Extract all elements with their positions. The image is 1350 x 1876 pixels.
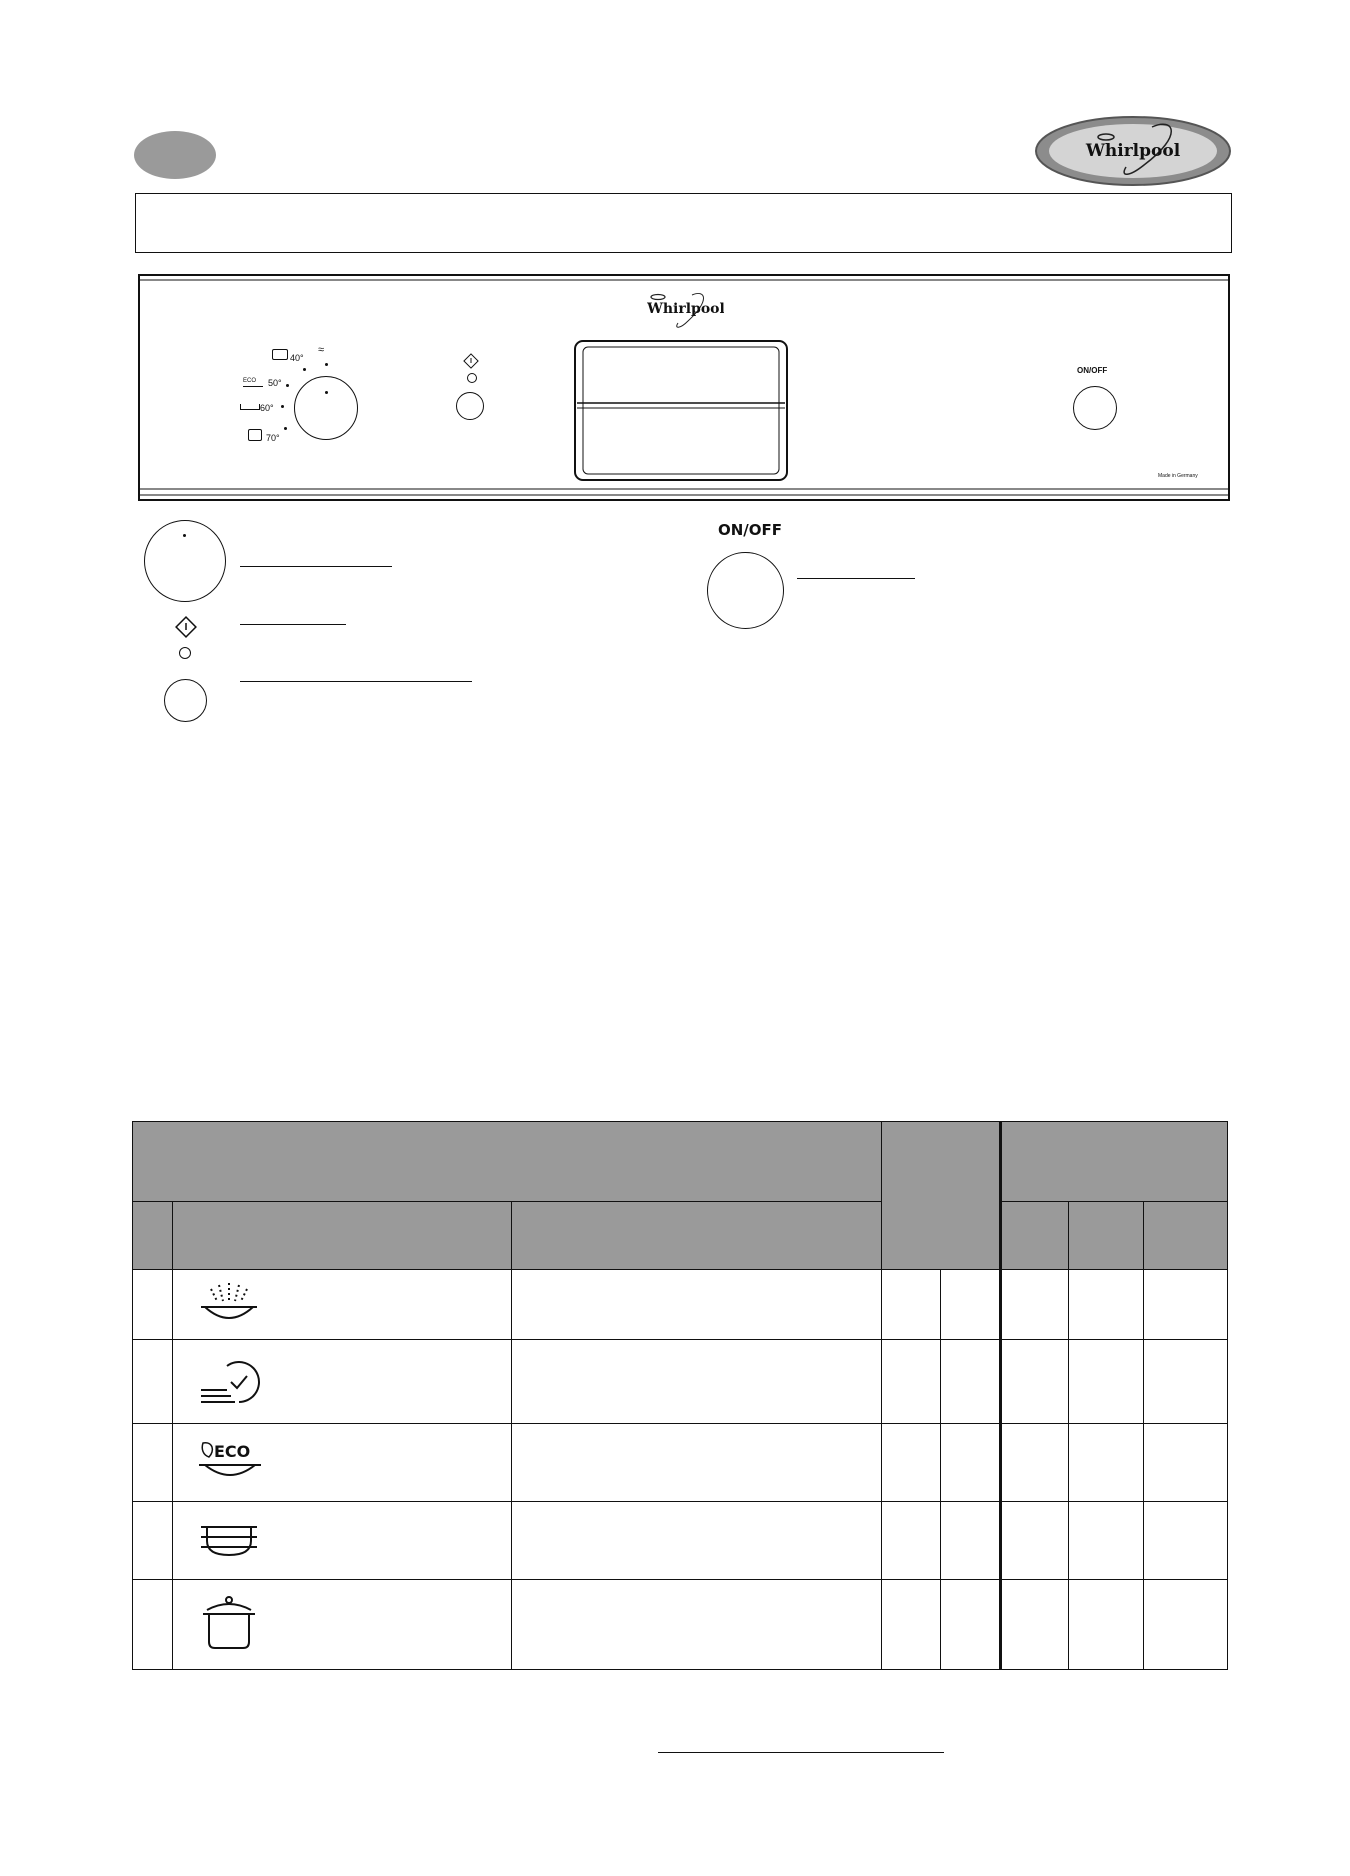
quick-wash-icon bbox=[173, 1340, 512, 1424]
table-subheader-no bbox=[133, 1202, 173, 1270]
dial-dot bbox=[303, 368, 306, 371]
leader-line-start bbox=[240, 624, 346, 625]
svg-text:ECO: ECO bbox=[214, 1442, 251, 1461]
table-header-consumption bbox=[1001, 1122, 1228, 1202]
table-subheader-col3 bbox=[1144, 1202, 1228, 1270]
table-row bbox=[133, 1580, 1228, 1670]
legend-start-button bbox=[164, 679, 207, 722]
title-box bbox=[135, 193, 1232, 253]
language-badge bbox=[134, 131, 216, 179]
svg-text:Whirlpool: Whirlpool bbox=[647, 301, 724, 317]
panel-brand-logo bbox=[644, 291, 724, 336]
svg-text:Whirlpool: Whirlpool bbox=[1085, 141, 1181, 161]
table-subheader-programme bbox=[173, 1202, 512, 1270]
table-row bbox=[133, 1340, 1228, 1424]
temp-40: 40° bbox=[290, 353, 304, 363]
leader-line-onoff bbox=[797, 578, 915, 579]
intensive-pot-icon bbox=[173, 1580, 512, 1670]
legend-onoff-button bbox=[707, 552, 784, 629]
program-dial[interactable] bbox=[294, 376, 358, 440]
pre-wash-icon bbox=[173, 1270, 512, 1340]
footer-rule bbox=[658, 1752, 944, 1753]
leader-line-start-button bbox=[240, 681, 472, 682]
dial-dot bbox=[325, 363, 328, 366]
panel-onoff-button[interactable] bbox=[1073, 386, 1117, 430]
programme-table bbox=[132, 1121, 1228, 1670]
table-header-middle bbox=[882, 1122, 1001, 1270]
leader-line-dial bbox=[240, 566, 392, 567]
whirlpool-logo bbox=[1034, 115, 1232, 192]
start-indicator-light bbox=[467, 373, 477, 383]
table-row bbox=[133, 1270, 1228, 1340]
dial-dot bbox=[281, 405, 284, 408]
dial-dot bbox=[284, 427, 287, 430]
table-header-programme bbox=[133, 1122, 882, 1202]
start-button[interactable] bbox=[456, 392, 484, 420]
table-row bbox=[133, 1502, 1228, 1580]
temp-70: 70° bbox=[266, 433, 280, 443]
onoff-heading: ON/OFF bbox=[718, 521, 783, 539]
legend-start-light bbox=[179, 647, 191, 659]
temp-50: 50° bbox=[268, 378, 282, 388]
dial-dot bbox=[286, 384, 289, 387]
normal-wash-icon bbox=[173, 1502, 512, 1580]
pot-icon bbox=[248, 429, 262, 441]
rinse-hold-icon: ≈ bbox=[318, 344, 325, 356]
made-in-label: Made in Germany bbox=[1158, 473, 1198, 479]
eco-icon: ECO bbox=[243, 378, 263, 387]
program-40-icon bbox=[272, 349, 288, 360]
legend-program-dial bbox=[144, 520, 226, 602]
panel-onoff-label: ON/OFF bbox=[1077, 366, 1108, 375]
table-subheader-col2 bbox=[1069, 1202, 1144, 1270]
table-subheader-col1 bbox=[1001, 1202, 1069, 1270]
start-icon bbox=[463, 353, 479, 374]
legend-start-icon bbox=[174, 615, 198, 644]
normal-wash-icon bbox=[240, 404, 260, 410]
table-subheader-description bbox=[512, 1202, 882, 1270]
table-row bbox=[133, 1424, 1228, 1502]
eco-icon bbox=[173, 1424, 512, 1502]
temp-60: 60° bbox=[260, 403, 274, 413]
